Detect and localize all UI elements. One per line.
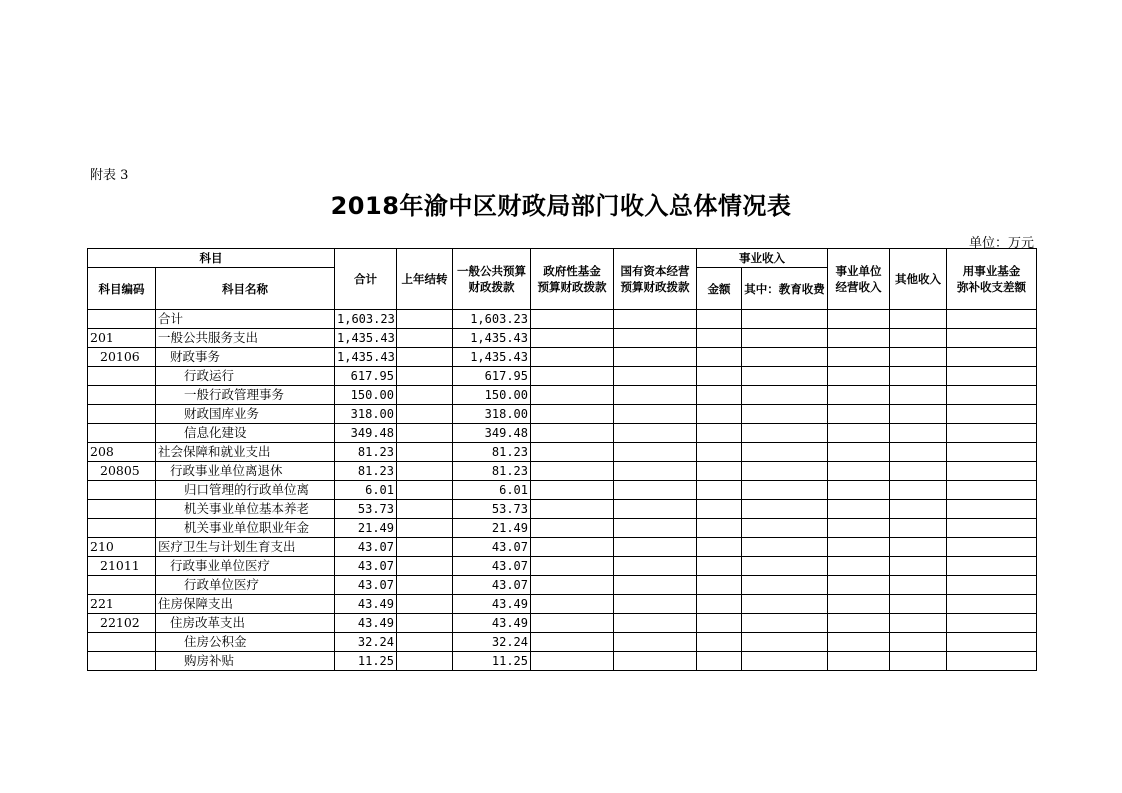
cell-business-income xyxy=(828,633,890,652)
cell-total: 617.95 xyxy=(335,367,397,386)
cell-gov-fund xyxy=(531,481,614,500)
cell-amount xyxy=(697,481,742,500)
cell-gov-fund xyxy=(531,462,614,481)
cell-carryover xyxy=(397,329,453,348)
cell-total: 1,603.23 xyxy=(335,310,397,329)
header-subject-name: 科目名称 xyxy=(156,268,335,310)
cell-education-fee xyxy=(742,538,828,557)
cell-carryover xyxy=(397,557,453,576)
cell-subject-name: 住房保障支出 xyxy=(156,595,335,614)
cell-carryover xyxy=(397,462,453,481)
header-public-service-income: 事业收入 xyxy=(697,249,828,268)
cell-state-capital xyxy=(614,329,697,348)
cell-other-income xyxy=(890,557,947,576)
cell-gov-fund xyxy=(531,367,614,386)
cell-fund-balance xyxy=(947,481,1037,500)
header-gov-fund-line1: 政府性基金 xyxy=(543,264,601,278)
table-row xyxy=(88,443,1037,462)
header-state-capital xyxy=(614,249,697,310)
cell-state-capital xyxy=(614,614,697,633)
cell-fund-balance xyxy=(947,367,1037,386)
cell-total: 32.24 xyxy=(335,633,397,652)
cell-fund-balance xyxy=(947,329,1037,348)
cell-carryover xyxy=(397,405,453,424)
cell-fund-balance xyxy=(947,633,1037,652)
cell-state-capital xyxy=(614,405,697,424)
cell-carryover xyxy=(397,614,453,633)
cell-gov-fund xyxy=(531,443,614,462)
cell-other-income xyxy=(890,500,947,519)
cell-subject-code xyxy=(88,424,156,443)
table-row xyxy=(88,652,1037,671)
cell-business-income xyxy=(828,424,890,443)
cell-general-budget: 43.49 xyxy=(453,595,531,614)
cell-gov-fund xyxy=(531,519,614,538)
cell-amount xyxy=(697,576,742,595)
cell-total: 81.23 xyxy=(335,443,397,462)
cell-total: 349.48 xyxy=(335,424,397,443)
cell-other-income xyxy=(890,310,947,329)
cell-fund-balance xyxy=(947,386,1037,405)
cell-subject-code xyxy=(88,367,156,386)
cell-gov-fund xyxy=(531,310,614,329)
cell-gov-fund xyxy=(531,557,614,576)
cell-fund-balance xyxy=(947,462,1037,481)
cell-amount xyxy=(697,386,742,405)
cell-total: 53.73 xyxy=(335,500,397,519)
cell-education-fee xyxy=(742,500,828,519)
cell-subject-code xyxy=(88,633,156,652)
table-row xyxy=(88,500,1037,519)
table-row xyxy=(88,481,1037,500)
cell-carryover xyxy=(397,443,453,462)
cell-education-fee xyxy=(742,557,828,576)
table-row xyxy=(88,329,1037,348)
cell-general-budget: 11.25 xyxy=(453,652,531,671)
cell-general-budget: 21.49 xyxy=(453,519,531,538)
cell-subject-code: 221 xyxy=(88,595,156,614)
cell-subject-name: 归口管理的行政单位离 xyxy=(156,481,335,500)
cell-subject-code xyxy=(88,481,156,500)
cell-carryover xyxy=(397,424,453,443)
cell-amount xyxy=(697,519,742,538)
cell-subject-name: 住房公积金 xyxy=(156,633,335,652)
cell-subject-code xyxy=(88,405,156,424)
cell-business-income xyxy=(828,405,890,424)
cell-general-budget: 43.07 xyxy=(453,557,531,576)
cell-subject-name: 行政单位医疗 xyxy=(156,576,335,595)
cell-total: 43.07 xyxy=(335,576,397,595)
cell-subject-name: 财政事务 xyxy=(156,348,335,367)
cell-state-capital xyxy=(614,538,697,557)
cell-amount xyxy=(697,595,742,614)
table-row xyxy=(88,614,1037,633)
cell-amount xyxy=(697,614,742,633)
cell-subject-code: 22102 xyxy=(88,614,156,633)
cell-education-fee xyxy=(742,633,828,652)
cell-other-income xyxy=(890,443,947,462)
cell-education-fee xyxy=(742,443,828,462)
cell-education-fee xyxy=(742,310,828,329)
table-row xyxy=(88,424,1037,443)
cell-subject-code: 20106 xyxy=(88,348,156,367)
cell-carryover xyxy=(397,481,453,500)
cell-subject-name: 一般公共服务支出 xyxy=(156,329,335,348)
header-carryover: 上年结转 xyxy=(397,249,453,310)
page-title: 2018年渝中区财政局部门收入总体情况表 xyxy=(330,192,792,220)
cell-fund-balance xyxy=(947,652,1037,671)
cell-subject-name: 社会保障和就业支出 xyxy=(156,443,335,462)
cell-amount xyxy=(697,652,742,671)
cell-amount xyxy=(697,443,742,462)
cell-other-income xyxy=(890,481,947,500)
cell-general-budget: 43.49 xyxy=(453,614,531,633)
cell-fund-balance xyxy=(947,557,1037,576)
cell-other-income xyxy=(890,519,947,538)
cell-carryover xyxy=(397,595,453,614)
cell-business-income xyxy=(828,462,890,481)
table-row xyxy=(88,576,1037,595)
cell-state-capital xyxy=(614,367,697,386)
cell-state-capital xyxy=(614,519,697,538)
cell-total: 6.01 xyxy=(335,481,397,500)
cell-subject-name: 购房补贴 xyxy=(156,652,335,671)
cell-other-income xyxy=(890,633,947,652)
cell-other-income xyxy=(890,652,947,671)
header-state-capital-line1: 国有资本经营 xyxy=(620,264,690,278)
cell-education-fee xyxy=(742,462,828,481)
cell-amount xyxy=(697,500,742,519)
cell-gov-fund xyxy=(531,595,614,614)
cell-fund-balance xyxy=(947,405,1037,424)
cell-subject-code: 21011 xyxy=(88,557,156,576)
cell-state-capital xyxy=(614,424,697,443)
cell-other-income xyxy=(890,462,947,481)
cell-subject-code: 208 xyxy=(88,443,156,462)
cell-gov-fund xyxy=(531,348,614,367)
cell-gov-fund xyxy=(531,633,614,652)
cell-education-fee xyxy=(742,386,828,405)
cell-other-income xyxy=(890,367,947,386)
cell-state-capital xyxy=(614,576,697,595)
cell-general-budget: 81.23 xyxy=(453,443,531,462)
cell-subject-name: 住房改革支出 xyxy=(156,614,335,633)
header-business-income xyxy=(828,249,890,310)
cell-carryover xyxy=(397,652,453,671)
cell-fund-balance xyxy=(947,538,1037,557)
header-general-budget-line2: 财政拨款 xyxy=(468,280,515,294)
cell-education-fee xyxy=(742,595,828,614)
header-general-budget xyxy=(453,249,531,310)
cell-carryover xyxy=(397,576,453,595)
cell-subject-name: 机关事业单位基本养老 xyxy=(156,500,335,519)
cell-gov-fund xyxy=(531,614,614,633)
cell-total: 21.49 xyxy=(335,519,397,538)
header-total: 合计 xyxy=(335,249,397,310)
cell-business-income xyxy=(828,481,890,500)
cell-education-fee xyxy=(742,652,828,671)
cell-other-income xyxy=(890,538,947,557)
cell-subject-code xyxy=(88,386,156,405)
cell-general-budget: 150.00 xyxy=(453,386,531,405)
cell-subject-code xyxy=(88,576,156,595)
cell-total: 1,435.43 xyxy=(335,329,397,348)
cell-state-capital xyxy=(614,500,697,519)
table-row xyxy=(88,386,1037,405)
cell-education-fee xyxy=(742,519,828,538)
cell-general-budget: 617.95 xyxy=(453,367,531,386)
cell-business-income xyxy=(828,576,890,595)
table-row xyxy=(88,310,1037,329)
cell-education-fee xyxy=(742,329,828,348)
cell-gov-fund xyxy=(531,405,614,424)
cell-total: 11.25 xyxy=(335,652,397,671)
cell-fund-balance xyxy=(947,519,1037,538)
cell-other-income xyxy=(890,614,947,633)
cell-general-budget: 1,435.43 xyxy=(453,329,531,348)
cell-subject-name: 信息化建设 xyxy=(156,424,335,443)
cell-gov-fund xyxy=(531,576,614,595)
table-row xyxy=(88,462,1037,481)
header-general-budget-line1: 一般公共预算 xyxy=(457,264,526,278)
cell-business-income xyxy=(828,652,890,671)
cell-fund-balance xyxy=(947,310,1037,329)
table-row xyxy=(88,538,1037,557)
cell-other-income xyxy=(890,348,947,367)
cell-total: 150.00 xyxy=(335,386,397,405)
table-row xyxy=(88,595,1037,614)
cell-business-income xyxy=(828,595,890,614)
cell-fund-balance xyxy=(947,576,1037,595)
cell-state-capital xyxy=(614,481,697,500)
cell-fund-balance xyxy=(947,348,1037,367)
cell-amount xyxy=(697,462,742,481)
header-amount: 金额 xyxy=(697,268,742,310)
cell-business-income xyxy=(828,519,890,538)
cell-gov-fund xyxy=(531,538,614,557)
cell-carryover xyxy=(397,310,453,329)
cell-gov-fund xyxy=(531,424,614,443)
table-row xyxy=(88,557,1037,576)
cell-total: 43.07 xyxy=(335,538,397,557)
header-business-income-line1: 事业单位 xyxy=(835,264,882,278)
cell-business-income xyxy=(828,348,890,367)
cell-state-capital xyxy=(614,348,697,367)
cell-general-budget: 43.07 xyxy=(453,538,531,557)
cell-fund-balance xyxy=(947,614,1037,633)
cell-education-fee xyxy=(742,348,828,367)
cell-education-fee xyxy=(742,424,828,443)
cell-amount xyxy=(697,310,742,329)
cell-subject-code xyxy=(88,500,156,519)
cell-business-income xyxy=(828,443,890,462)
cell-amount xyxy=(697,424,742,443)
cell-total: 43.49 xyxy=(335,614,397,633)
cell-carryover xyxy=(397,348,453,367)
cell-subject-name: 合计 xyxy=(156,310,335,329)
cell-general-budget: 1,603.23 xyxy=(453,310,531,329)
header-fund-balance xyxy=(947,249,1037,310)
cell-state-capital xyxy=(614,633,697,652)
cell-carryover xyxy=(397,500,453,519)
cell-amount xyxy=(697,538,742,557)
cell-subject-code xyxy=(88,652,156,671)
cell-subject-name: 行政事业单位医疗 xyxy=(156,557,335,576)
cell-business-income xyxy=(828,538,890,557)
income-table xyxy=(87,248,1037,671)
cell-subject-name: 一般行政管理事务 xyxy=(156,386,335,405)
cell-business-income xyxy=(828,500,890,519)
table-row xyxy=(88,405,1037,424)
cell-amount xyxy=(697,329,742,348)
cell-total: 43.49 xyxy=(335,595,397,614)
cell-carryover xyxy=(397,386,453,405)
cell-general-budget: 1,435.43 xyxy=(453,348,531,367)
cell-other-income xyxy=(890,329,947,348)
cell-subject-name: 机关事业单位职业年金 xyxy=(156,519,335,538)
cell-gov-fund xyxy=(531,329,614,348)
cell-business-income xyxy=(828,329,890,348)
cell-total: 1,435.43 xyxy=(335,348,397,367)
header-business-income-line2: 经营收入 xyxy=(835,280,882,294)
cell-fund-balance xyxy=(947,443,1037,462)
header-subject-code: 科目编码 xyxy=(88,268,156,310)
cell-state-capital xyxy=(614,462,697,481)
cell-general-budget: 81.23 xyxy=(453,462,531,481)
cell-subject-name: 行政事业单位离退休 xyxy=(156,462,335,481)
cell-other-income xyxy=(890,595,947,614)
cell-business-income xyxy=(828,310,890,329)
cell-state-capital xyxy=(614,386,697,405)
cell-amount xyxy=(697,367,742,386)
cell-subject-code: 20805 xyxy=(88,462,156,481)
cell-total: 318.00 xyxy=(335,405,397,424)
cell-state-capital xyxy=(614,443,697,462)
cell-business-income xyxy=(828,614,890,633)
cell-general-budget: 6.01 xyxy=(453,481,531,500)
cell-general-budget: 53.73 xyxy=(453,500,531,519)
cell-subject-code xyxy=(88,310,156,329)
cell-carryover xyxy=(397,633,453,652)
table-row xyxy=(88,348,1037,367)
cell-other-income xyxy=(890,424,947,443)
cell-amount xyxy=(697,405,742,424)
cell-state-capital xyxy=(614,652,697,671)
cell-education-fee xyxy=(742,367,828,386)
cell-other-income xyxy=(890,386,947,405)
header-other-income: 其他收入 xyxy=(890,249,947,310)
cell-education-fee xyxy=(742,614,828,633)
table-row xyxy=(88,367,1037,386)
cell-subject-code: 201 xyxy=(88,329,156,348)
cell-gov-fund xyxy=(531,500,614,519)
header-subject-group: 科目 xyxy=(88,249,335,268)
cell-fund-balance xyxy=(947,595,1037,614)
cell-carryover xyxy=(397,367,453,386)
cell-subject-name: 行政运行 xyxy=(156,367,335,386)
cell-business-income xyxy=(828,557,890,576)
cell-state-capital xyxy=(614,557,697,576)
cell-general-budget: 32.24 xyxy=(453,633,531,652)
cell-other-income xyxy=(890,576,947,595)
header-of-which-education: 其中：教育收费 xyxy=(742,268,828,310)
header-fund-balance-line1: 用事业基金 xyxy=(962,264,1021,278)
cell-subject-code xyxy=(88,519,156,538)
cell-subject-name: 医疗卫生与计划生育支出 xyxy=(156,538,335,557)
cell-business-income xyxy=(828,386,890,405)
cell-gov-fund xyxy=(531,386,614,405)
annex-label: 附表 3 xyxy=(90,168,129,183)
cell-amount xyxy=(697,557,742,576)
cell-fund-balance xyxy=(947,500,1037,519)
cell-fund-balance xyxy=(947,424,1037,443)
cell-business-income xyxy=(828,367,890,386)
header-fund-balance-line2: 弥补收支差额 xyxy=(957,280,1026,294)
header-gov-fund xyxy=(531,249,614,310)
cell-total: 81.23 xyxy=(335,462,397,481)
table-body xyxy=(88,310,1037,671)
cell-general-budget: 349.48 xyxy=(453,424,531,443)
cell-subject-code: 210 xyxy=(88,538,156,557)
table-header xyxy=(88,249,1037,310)
cell-carryover xyxy=(397,519,453,538)
cell-general-budget: 43.07 xyxy=(453,576,531,595)
cell-state-capital xyxy=(614,595,697,614)
cell-other-income xyxy=(890,405,947,424)
cell-education-fee xyxy=(742,576,828,595)
cell-subject-name: 财政国库业务 xyxy=(156,405,335,424)
cell-amount xyxy=(697,633,742,652)
cell-gov-fund xyxy=(531,652,614,671)
table-row xyxy=(88,519,1037,538)
table-row xyxy=(88,633,1037,652)
cell-general-budget: 318.00 xyxy=(453,405,531,424)
cell-amount xyxy=(697,348,742,367)
cell-education-fee xyxy=(742,481,828,500)
unit-label: 单位：万元 xyxy=(968,236,1034,251)
cell-state-capital xyxy=(614,310,697,329)
header-state-capital-line2: 预算财政拨款 xyxy=(620,280,690,294)
cell-total: 43.07 xyxy=(335,557,397,576)
cell-carryover xyxy=(397,538,453,557)
header-gov-fund-line2: 预算财政拨款 xyxy=(537,280,607,294)
cell-education-fee xyxy=(742,405,828,424)
